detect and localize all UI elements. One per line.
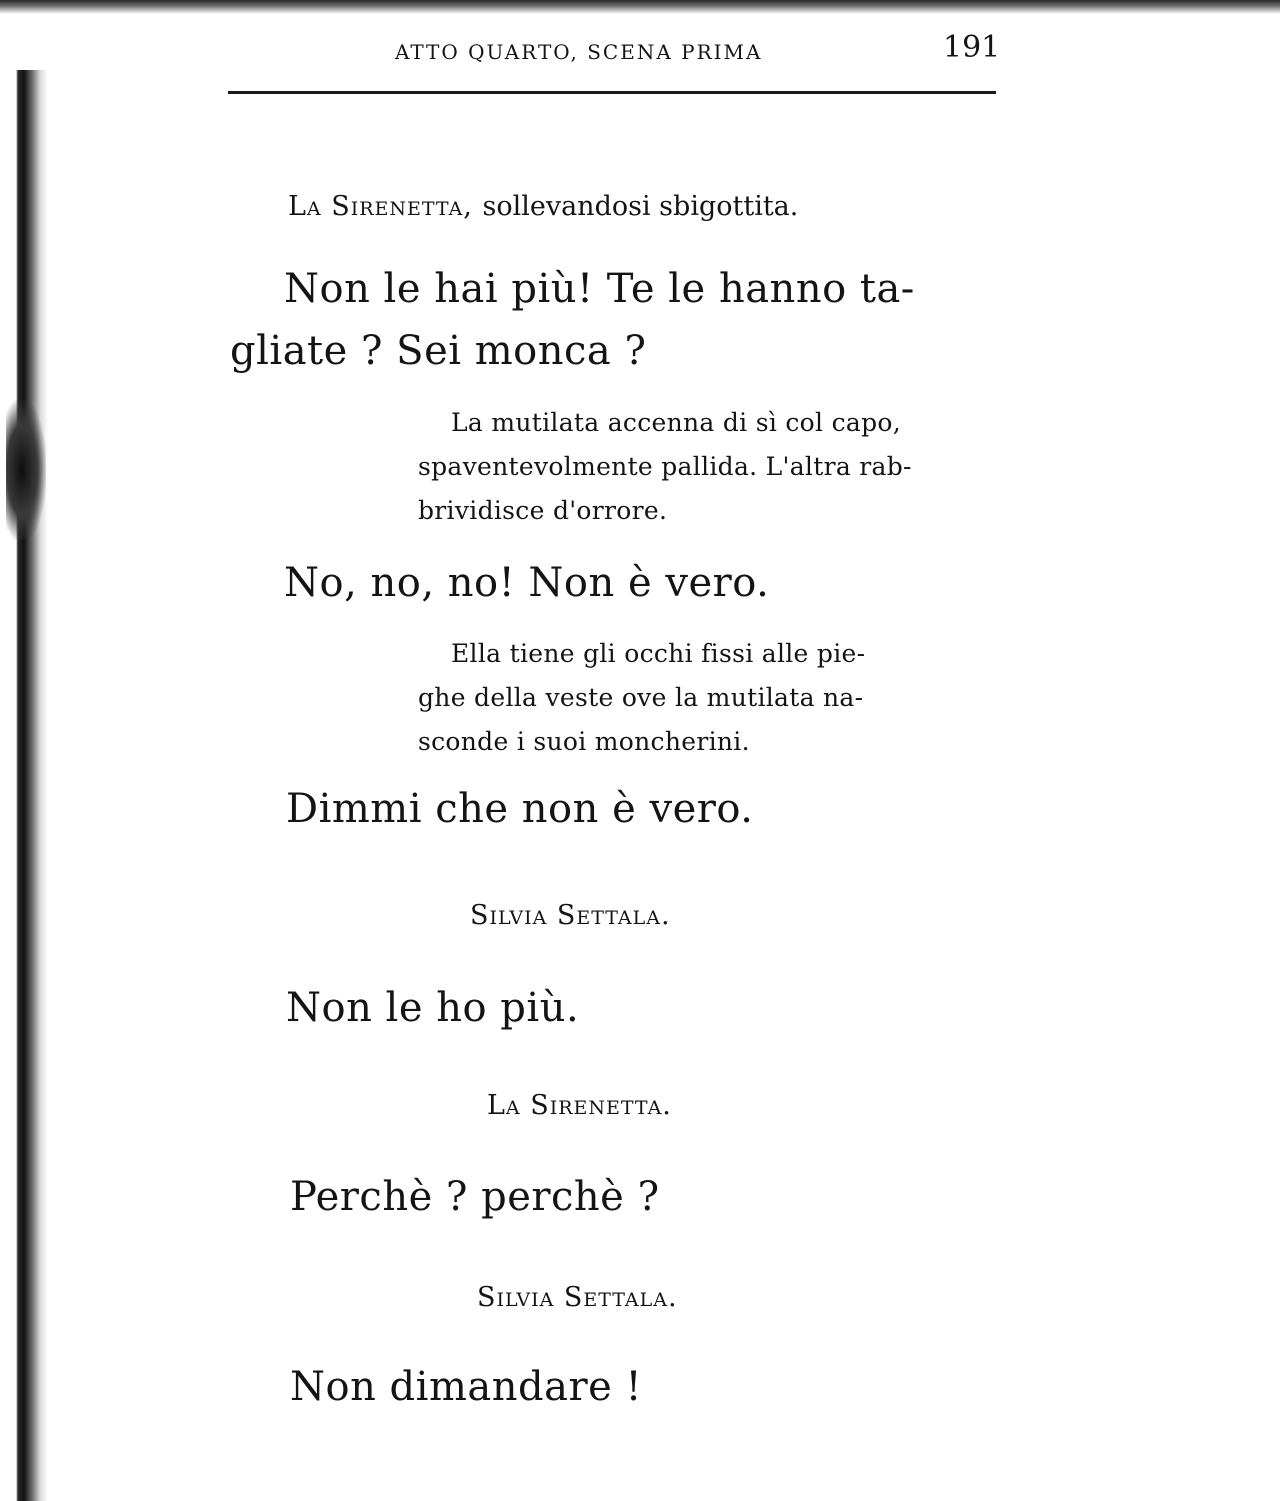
stage-direction-line: sconde i suoi moncherini.: [418, 727, 750, 756]
stage-direction-line: spaventevolmente pallida. L'altra rab-: [418, 452, 912, 481]
stage-direction-line: ghe della veste ove la mutilata na-: [418, 683, 864, 712]
stage-direction-line: La mutilata accenna di sì col capo,: [451, 408, 901, 437]
scan-top-edge: [0, 0, 1280, 14]
speaker-heading: Silvia Settala.: [477, 1282, 678, 1313]
speaker-direction: sollevandosi sbigottita.: [482, 191, 799, 222]
speech-line: Non le ho più.: [286, 985, 580, 1031]
speaker-name: La Sirenetta,: [288, 191, 473, 222]
stage-direction-line: Ella tiene gli occhi fissi alle pie-: [451, 639, 866, 668]
speech-line: Non dimandare !: [290, 1364, 643, 1410]
header-rule: [228, 91, 996, 94]
page-number: 191: [943, 30, 1001, 65]
stage-direction: [418, 632, 865, 764]
scan-binding-edge: [0, 70, 48, 1501]
stage-direction: [418, 401, 912, 533]
speech-line: Perchè ? perchè ?: [290, 1174, 660, 1220]
speech-line: Non le hai più! Te le hanno ta-: [284, 266, 915, 312]
stage-direction-line: brividisce d'orrore.: [418, 496, 668, 525]
speech-line: Dimmi che non è vero.: [286, 786, 754, 832]
speaker-heading: [288, 191, 798, 222]
speaker-heading: La Sirenetta.: [487, 1090, 672, 1121]
speech-line: gliate ? Sei monca ?: [230, 328, 647, 374]
speaker-heading: Silvia Settala.: [470, 900, 671, 931]
speech-line: No, no, no! Non è vero.: [284, 560, 770, 606]
running-head: ATTO QUARTO, SCENA PRIMA: [395, 40, 763, 64]
